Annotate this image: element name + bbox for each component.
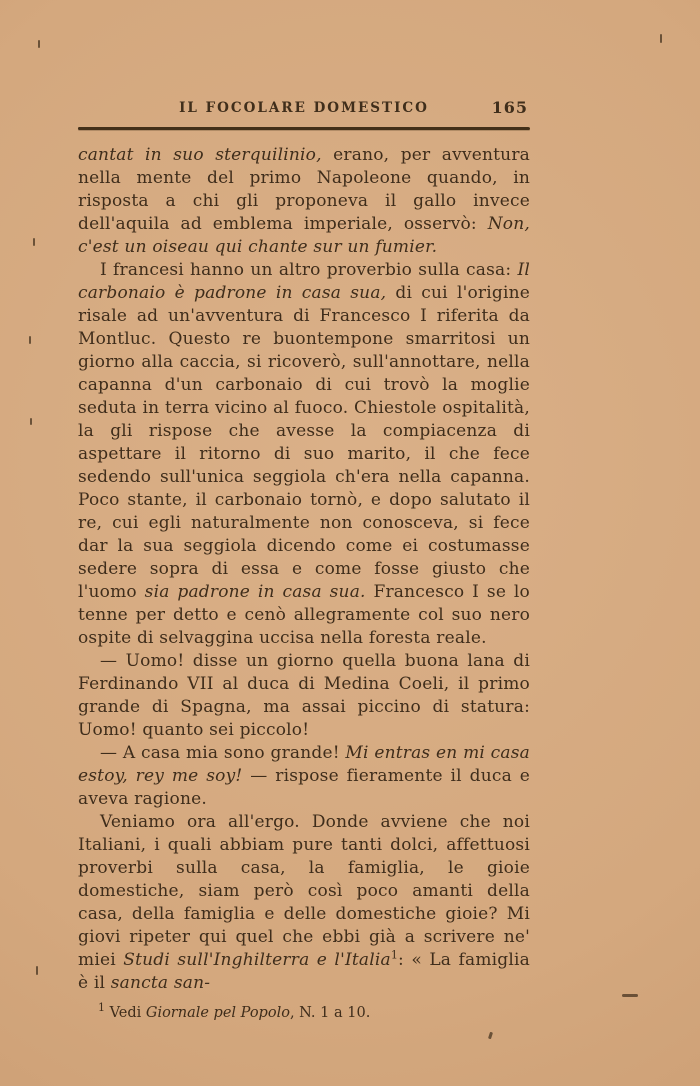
italic-run: sancta san- xyxy=(110,973,211,993)
scan-artifact xyxy=(38,40,40,48)
page-header xyxy=(78,98,530,120)
scan-artifact xyxy=(622,994,638,997)
italic-run: Giornale pel Popolo xyxy=(145,1005,290,1021)
italic-run: cantat in suo sterquilinio, xyxy=(78,145,322,165)
scan-artifact xyxy=(36,966,38,975)
italic-run: Mi entras en mi casa estoy, rey me soy! xyxy=(78,743,530,786)
text-run: : « La famiglia è il xyxy=(78,950,530,993)
scan-artifact xyxy=(488,1032,493,1040)
footnote xyxy=(78,1001,530,1023)
text-run: Veniamo ora all'ergo. Donde avviene che noi Italiani, i quali abbiam pure tanti dolci, affettuosi proverbi sulla casa, la famiglia, le gioie domestiche, siam però così poco amanti della casa, della famiglia e delle domestiche gioie? Mi giovi ripeter qui quel che ebbi già a scrivere ne' miei xyxy=(78,812,530,970)
footnote-ref: 1 xyxy=(98,1001,105,1015)
text-run: di cui l'origine risale ad un'avventura di Francesco I riferita da Montluc. Questo re buontempone smarritosi un giorno alla caccia, si ricoverò, sull'annottare, nella capanna d'un carbonaio di cui trovò la moglie seduta in terra vicino al fuoco. Chiestole ospitalità, la gli rispose che avesse la compiacenza di aspettare il ritorno di suo marito, il che fece sedendo sull'unica seggiola ch'era nella capanna. Poco stante, il carbonaio tornò, e dopo salutato il re, cui egli naturalmente non conosceva, si fece dar la sua seggiola dicendo come ei costumasse sedere sopra di essa e come fosse giusto che l'uomo xyxy=(78,283,530,602)
scan-artifact xyxy=(30,418,32,425)
scan-artifact xyxy=(29,336,31,344)
text-run: Vedi xyxy=(105,1005,146,1021)
italic-run: Studi sull'Inghilterra e l'Italia xyxy=(123,950,391,970)
paragraph xyxy=(78,144,530,259)
paragraph xyxy=(78,742,530,811)
text-run: — A casa mia sono grande! xyxy=(100,743,346,763)
text-block xyxy=(78,144,530,995)
running-title: IL FOCOLARE DOMESTICO xyxy=(179,100,429,116)
text-run: , N. 1 a 10. xyxy=(289,1005,371,1021)
italic-run: Il carbonaio è padrone in casa sua, xyxy=(78,260,530,303)
text-run: — rispose fieramente il duca e aveva ragione. xyxy=(78,766,530,809)
footnote-ref: 1 xyxy=(390,948,399,962)
paragraph xyxy=(78,811,530,995)
text-run: I francesi hanno un altro proverbio sulla casa: xyxy=(100,260,518,280)
scan-artifact xyxy=(33,238,35,246)
text-run: — Uomo! disse un giorno quella buona lana di Ferdinando VII al duca di Medina Coeli, il primo grande di Spagna, ma assai piccino di statura: Uomo! quanto sei piccolo! xyxy=(78,651,530,740)
page-number: 165 xyxy=(491,98,528,117)
text-run: Francesco I se lo tenne per detto e cenò allegramente col suo nero ospite di selvaggina uccisa nella foresta reale. xyxy=(78,582,530,648)
italic-run: Non, c'est un oiseau qui chante sur un fumier. xyxy=(78,214,530,257)
text-run: erano, per avventura nella mente del primo Napoleone quando, in risposta a chi gli proponeva il gallo invece dell'aquila ad emblema imperiale, osservò: xyxy=(78,145,530,234)
italic-run: sia padrone in casa sua. xyxy=(144,582,366,602)
paragraph xyxy=(78,259,530,650)
scan-artifact xyxy=(660,34,662,43)
text-column xyxy=(78,98,530,1023)
paragraph xyxy=(78,650,530,742)
header-rule xyxy=(78,127,530,130)
